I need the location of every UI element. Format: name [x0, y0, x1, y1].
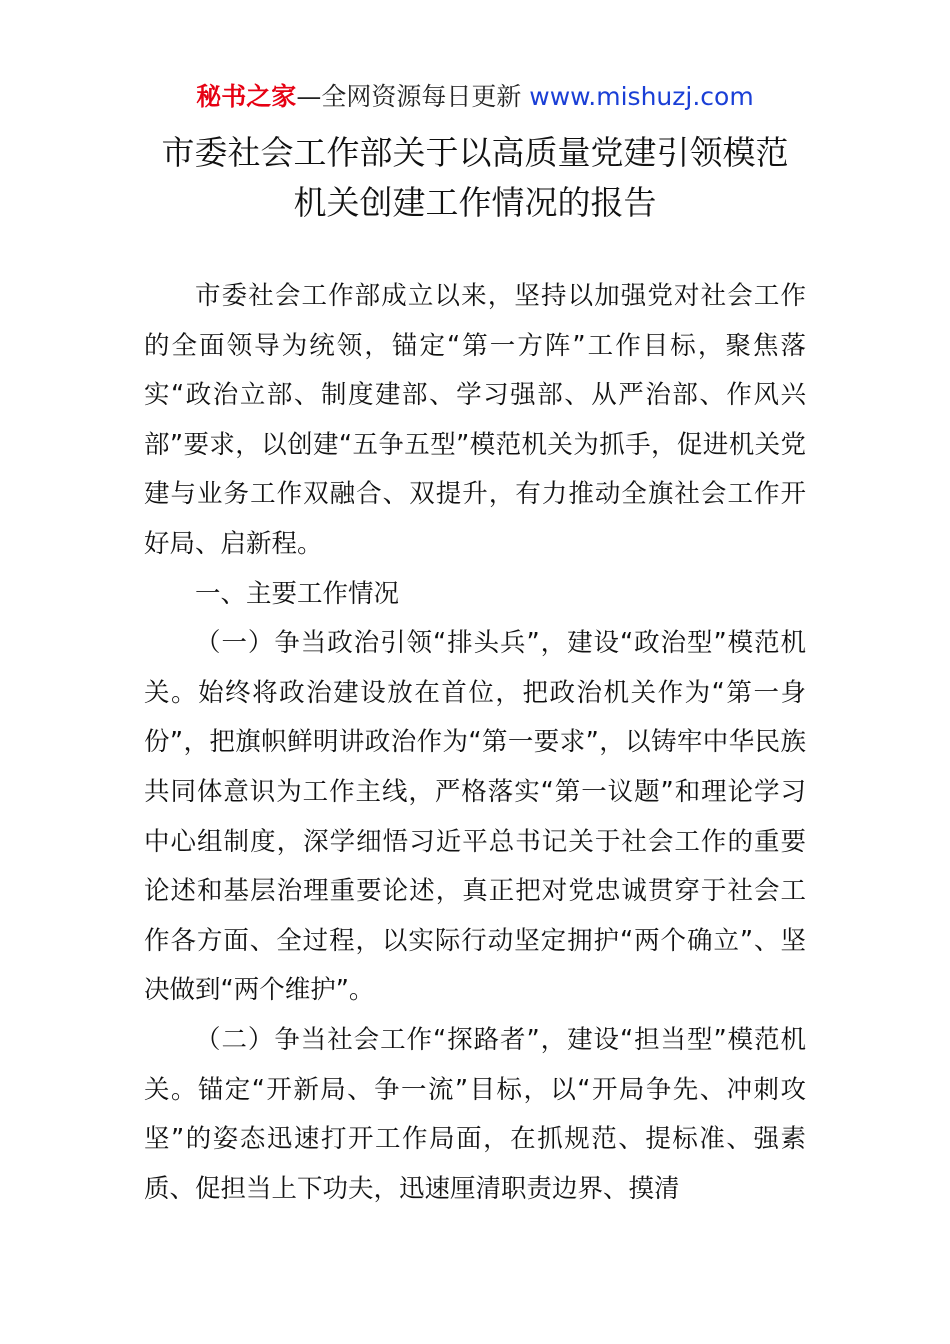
- header-tagline: —全网资源每日更新: [296, 82, 530, 111]
- brand-name: 秘书之家: [196, 82, 297, 111]
- section-heading-main-work: 一、主要工作情况: [195, 578, 400, 609]
- document-title: [0, 128, 950, 228]
- document-body: [144, 272, 806, 1214]
- paragraph-intro: 市委社会工作部成立以来，坚持以加强党对社会工作的全面领导为统领，锚定“第一方阵”工作目标，聚焦落实“政治立部、制度建部、学习强部、从严治部、作风兴部”要求，以创建“五争五型”模范机关为抓手，促进机关党建与业务工作双融合、双提升，有力推动全旗社会工作开好局、启新程。: [144, 281, 806, 559]
- paragraph-section-2: （二）争当社会工作“探路者”，建设“担当型”模范机关。锚定“开新局、争一流”目标，以“开局争先、冲刺攻坚”的姿态迅速打开工作局面，在抓规范、提标准、强素质、促担当上下功夫，迅速厘清职责边界、摸清: [144, 1024, 806, 1204]
- paragraph-section-1: （一）争当政治引领“排头兵”，建设“政治型”模范机关。始终将政治建设放在首位，把政治机关作为“第一身份”，把旗帜鲜明讲政治作为“第一要求”，以铸牢中华民族共同体意识为工作主线，严格落实“第一议题”和理论学习中心组制度，深学细悟习近平总书记关于社会工作的重要论述和基层治理重要论述，真正把对党忠诚贯穿于社会工作各方面、全过程，以实际行动坚定拥护“两个确立”、坚决做到“两个维护”。: [144, 628, 806, 1006]
- watermark-header: [0, 80, 950, 114]
- title-line-2: 机关创建工作情况的报告: [293, 183, 657, 222]
- title-line-1: 市委社会工作部关于以高质量党建引领模范: [161, 133, 789, 172]
- website-link[interactable]: www.mishuzj.com: [529, 82, 754, 111]
